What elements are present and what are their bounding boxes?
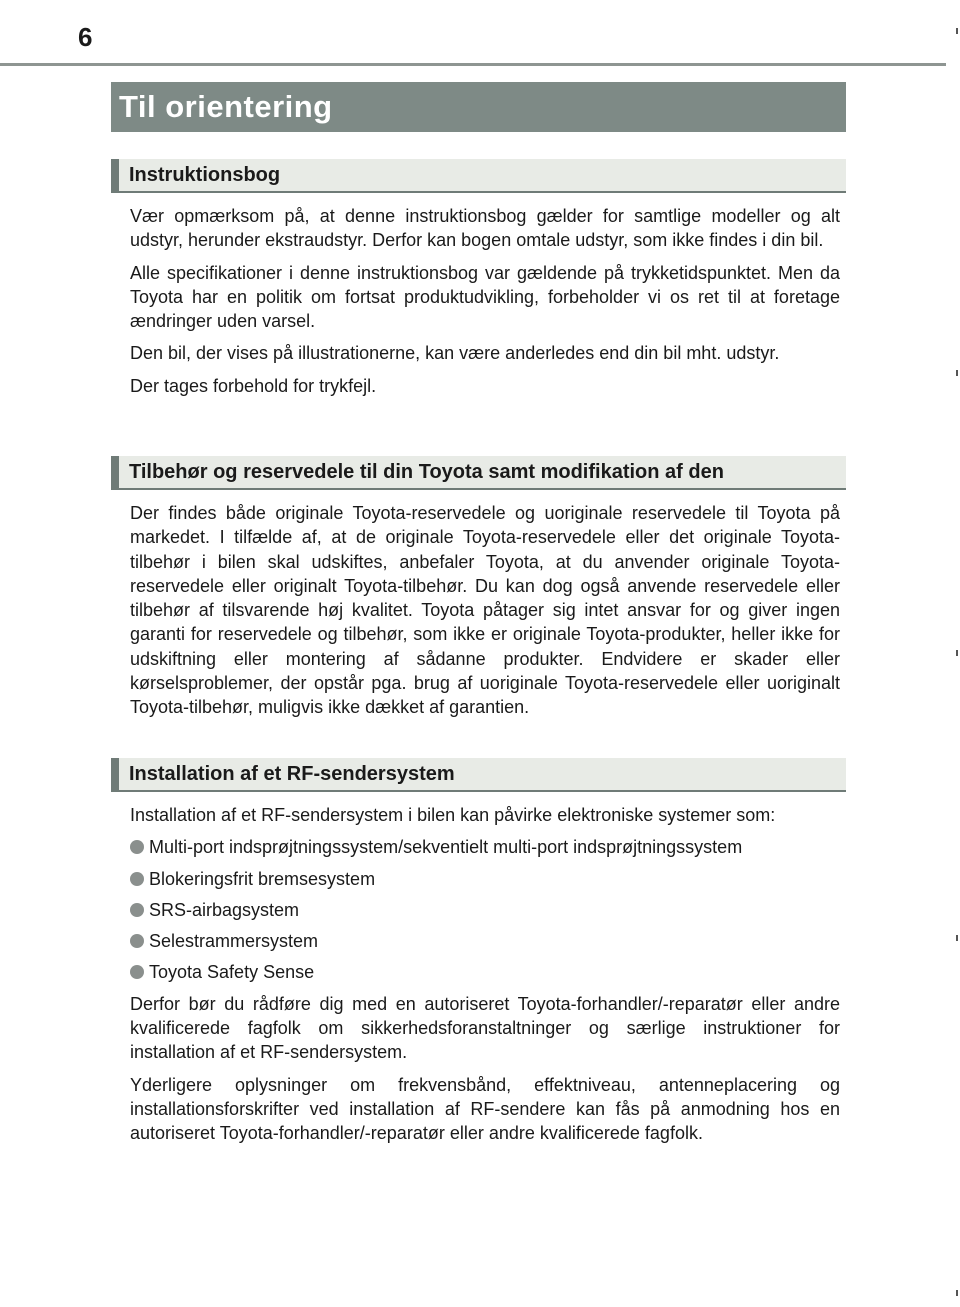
crop-mark xyxy=(956,1290,958,1296)
crop-mark xyxy=(956,650,958,656)
paragraph: Der tages forbehold for trykfejl. xyxy=(130,375,377,396)
paragraph: Alle specifikationer i denne instruktionsbog var gældende på trykketidspunktet. Men da Toyota har en politik om fortsat produktudvikling, forbeholder vi os ret til at foretage ændringer uden varsel. xyxy=(130,262,840,332)
crop-mark xyxy=(956,935,958,941)
list-item xyxy=(130,898,840,922)
section-marker xyxy=(111,758,119,790)
section-marker xyxy=(111,456,119,488)
paragraph: Installation af et RF-sendersystem i bilen kan påvirke elektroniske systemer som: xyxy=(130,805,776,825)
list-item xyxy=(130,867,840,891)
page-title: Til orientering xyxy=(119,89,333,124)
section-header-rf-sendersystem xyxy=(111,758,846,792)
page-title-bar xyxy=(111,82,846,132)
section-header-instruktionsbog xyxy=(111,159,846,193)
paragraph: Den bil, der vises på illustrationerne, kan være anderledes end din bil mht. udstyr. xyxy=(130,343,780,364)
page-number: 6 xyxy=(78,22,93,52)
crop-mark xyxy=(956,370,958,376)
list-item-text: Multi-port indsprøjtningssystem/sekventielt multi-port indsprøjtningssystem xyxy=(149,837,743,858)
list-item xyxy=(130,960,840,984)
bullet-icon xyxy=(130,840,144,854)
list-item-text: Selestrammersystem xyxy=(149,931,319,952)
list-item-text: Toyota Safety Sense xyxy=(149,962,315,983)
list-item-text: SRS-airbagsystem xyxy=(149,899,300,920)
list-item-text: Blokeringsfrit bremsesystem xyxy=(149,868,376,889)
section-heading: Installation af et RF-sendersystem xyxy=(129,762,455,785)
paragraph: Derfor bør du rådføre dig med en autoriseret Toyota-forhandler/-reparatør eller andre kvalificerede fagfolk om sikkerhedsforanstaltninger og særlige instruktioner for installation af et RF-sendersystem. xyxy=(130,993,840,1063)
crop-mark xyxy=(956,28,958,34)
bullet-icon xyxy=(130,872,144,886)
paragraph: Der findes både originale Toyota-reservedele og uoriginale reservedele til Toyota på markedet. I tilfælde af, at de originale Toyota-reservedele eller det originale Toyota-tilbehør i bilen skal udskiftes, anbefaler Toyota, at du anvender originale Toyota-reservedele eller originalt Toyota-tilbehør. Du kan dog også anvende reservedele eller tilbehør af tilsvarende høj kvalitet. Toyota påtager sig intet ansvar for og giver ingen garanti for reservedele og tilbehør, som ikke er originale Toyota-produkter, heller ikke for udskiftning eller montering af sådanne produkter. Endvidere er skader eller kørselsproblemer, der opstår pga. brug af uoriginale Toyota-reservedele eller uoriginalt Toyota-tilbehør, muligvis ikke dækket af garantien. xyxy=(130,503,840,718)
section-body-tilbehoer xyxy=(130,501,840,728)
section-heading: Instruktionsbog xyxy=(129,163,281,186)
top-rule xyxy=(0,63,946,66)
list-item xyxy=(130,835,840,859)
bullet-icon xyxy=(130,934,144,948)
list-item xyxy=(130,929,840,953)
paragraph: Vær opmærksom på, at denne instruktionsbog gælder for samtlige modeller og alt udstyr, herunder ekstraudstyr. Derfor kan bogen omtale udstyr, som ikke findes i din bil. xyxy=(130,206,840,251)
section-heading: Tilbehør og reservedele til din Toyota samt modifikation af den xyxy=(129,460,724,483)
section-header-tilbehoer xyxy=(111,456,846,490)
section-marker xyxy=(111,159,119,191)
section-body-instruktionsbog xyxy=(130,204,840,406)
section-body-rf-sendersystem xyxy=(130,803,840,1154)
bullet-icon xyxy=(130,965,144,979)
bullet-icon xyxy=(130,903,144,917)
paragraph: Yderligere oplysninger om frekvensbånd, effektniveau, antenneplacering og installationsforskrifter ved installation af RF-sendere kan fås på anmodning hos en autoriseret Toyota-forhandler/-reparatør eller andre kvalificerede fagfolk. xyxy=(130,1074,840,1144)
